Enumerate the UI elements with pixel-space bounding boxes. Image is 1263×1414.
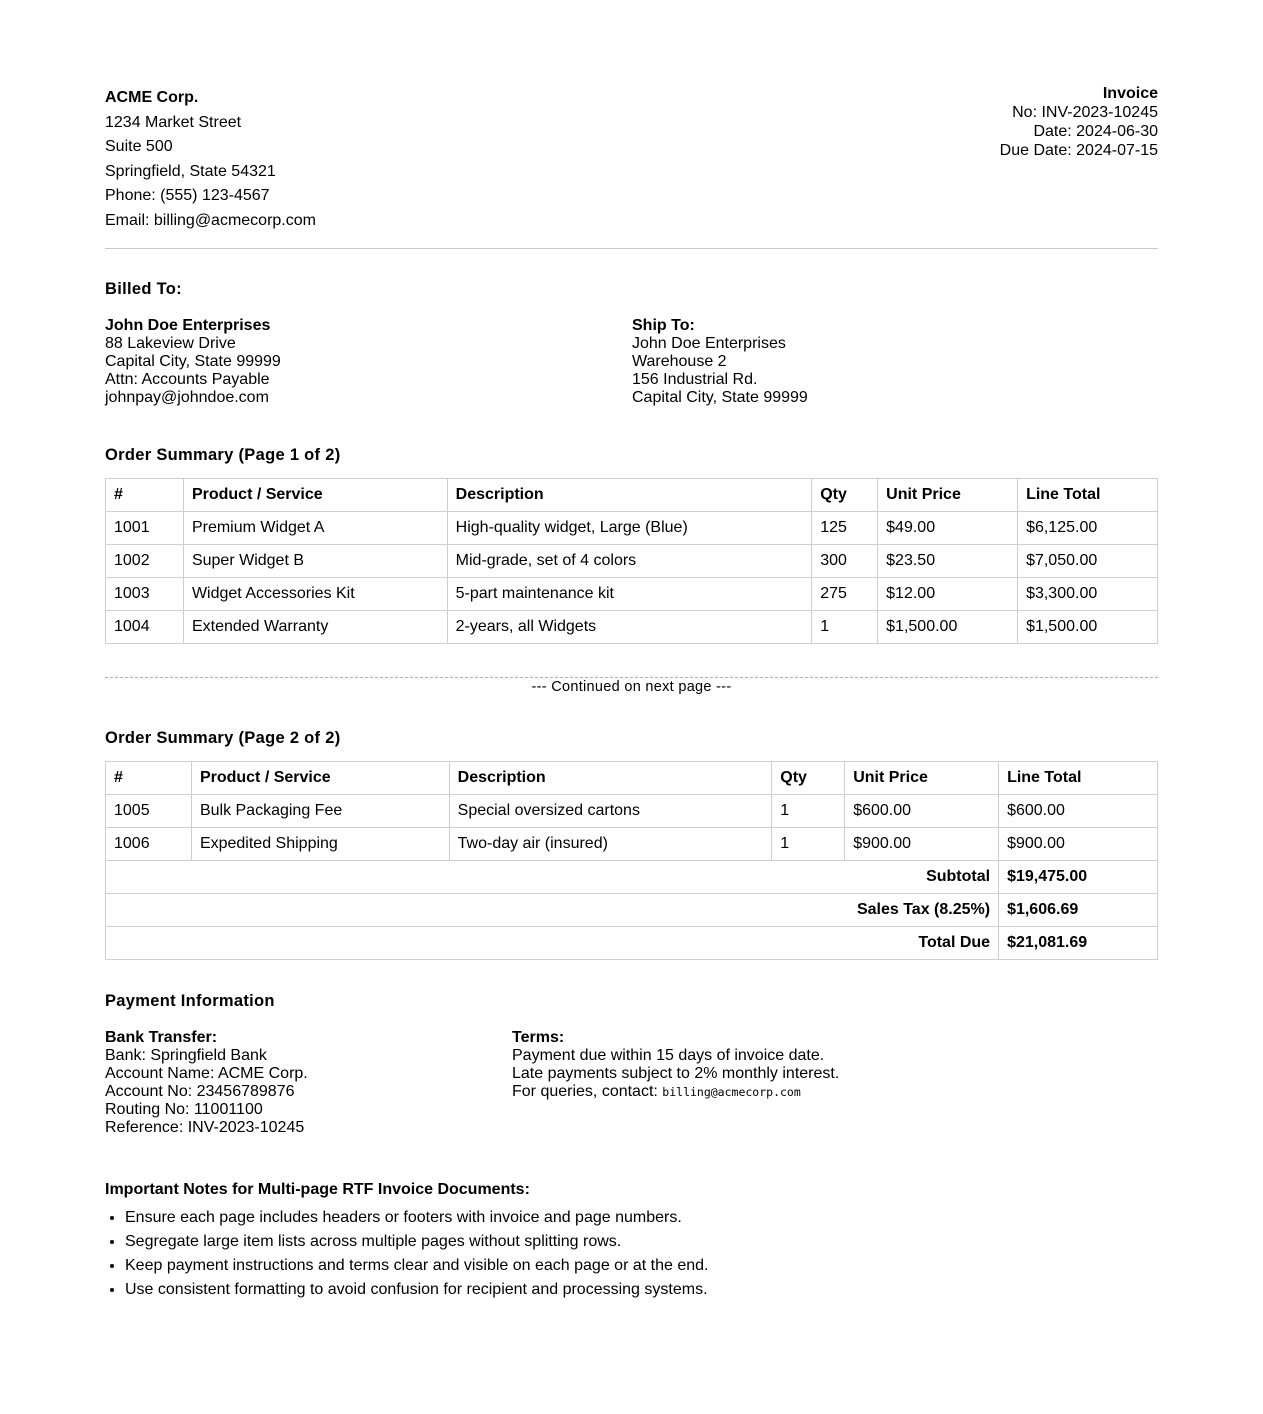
item-product: Expedited Shipping — [191, 828, 449, 861]
total-due-row — [106, 927, 1158, 960]
bank-line: Reference: INV-2023-10245 — [105, 1119, 305, 1136]
item-qty: 1 — [772, 828, 845, 861]
column-header: Description — [447, 479, 812, 512]
column-header: Line Total — [999, 762, 1158, 795]
item-product: Premium Widget A — [183, 512, 447, 545]
total-due-label: Total Due — [106, 927, 999, 960]
item-qty: 275 — [812, 578, 878, 611]
item-number: 1003 — [106, 578, 184, 611]
address-line: John Doe Enterprises — [632, 335, 786, 352]
item-qty: 125 — [812, 512, 878, 545]
subtotal-label: Subtotal — [106, 861, 999, 894]
table-header-row — [106, 762, 1158, 795]
address-line: Warehouse 2 — [632, 353, 727, 370]
payment-information-heading: Payment Information — [105, 992, 275, 1010]
sales-tax-row — [106, 894, 1158, 927]
bank-line: Routing No: 11001100 — [105, 1101, 263, 1118]
billed-to-address — [105, 317, 281, 407]
queries-email: billing@acmecorp.com — [662, 1085, 801, 1099]
invoice-number: No: INV-2023-10245 — [1012, 104, 1158, 121]
item-qty: 1 — [812, 611, 878, 644]
item-line-total: $900.00 — [999, 828, 1158, 861]
item-product: Bulk Packaging Fee — [191, 795, 449, 828]
item-description: High-quality widget, Large (Blue) — [447, 512, 812, 545]
item-line-total: $1,500.00 — [1018, 611, 1158, 644]
bank-transfer-heading: Bank Transfer: — [105, 1029, 218, 1046]
notes-list — [105, 1206, 708, 1302]
terms-line: Payment due within 15 days of invoice date. — [512, 1047, 825, 1064]
item-unit-price: $900.00 — [845, 828, 999, 861]
queries-prefix: For queries, contact: — [512, 1083, 658, 1100]
item-qty: 300 — [812, 545, 878, 578]
company-info — [105, 86, 316, 233]
column-header: Product / Service — [183, 479, 447, 512]
item-number: 1001 — [106, 512, 184, 545]
company-city: Springfield, State 54321 — [105, 162, 276, 180]
order-summary-page2-title: Order Summary (Page 2 of 2) — [105, 729, 341, 747]
column-header: Unit Price — [845, 762, 999, 795]
column-header: Line Total — [1018, 479, 1158, 512]
subtotal-value: $19,475.00 — [999, 861, 1158, 894]
bank-line: Bank: Springfield Bank — [105, 1047, 267, 1064]
item-unit-price: $12.00 — [878, 578, 1018, 611]
company-suite: Suite 500 — [105, 138, 173, 155]
terms-line: Late payments subject to 2% monthly interest. — [512, 1065, 840, 1082]
column-header: Unit Price — [878, 479, 1018, 512]
column-header: Product / Service — [191, 762, 449, 795]
notes-heading: Important Notes for Multi-page RTF Invoice Documents: — [105, 1181, 530, 1198]
invoice-due-date: Due Date: 2024-07-15 — [999, 142, 1158, 159]
invoice-meta — [1000, 84, 1158, 160]
item-product: Widget Accessories Kit — [183, 578, 447, 611]
item-number: 1004 — [106, 611, 184, 644]
bank-line: Account No: 23456789876 — [105, 1083, 295, 1100]
address-line: 156 Industrial Rd. — [632, 371, 758, 388]
item-product: Super Widget B — [183, 545, 447, 578]
address-line: Attn: Accounts Payable — [105, 371, 270, 388]
address-line: Capital City, State 99999 — [632, 389, 808, 406]
sales-tax-value: $1,606.69 — [999, 894, 1158, 927]
item-line-total: $7,050.00 — [1018, 545, 1158, 578]
order-table-page2 — [105, 761, 1158, 960]
item-line-total: $6,125.00 — [1018, 512, 1158, 545]
invoice-title: Invoice — [1102, 85, 1158, 102]
item-unit-price: $23.50 — [878, 545, 1018, 578]
bank-transfer-block — [105, 1029, 308, 1137]
item-line-total: $3,300.00 — [1018, 578, 1158, 611]
address-line: Capital City, State 99999 — [105, 353, 281, 370]
company-phone: Phone: (555) 123-4567 — [105, 187, 270, 204]
company-name: ACME Corp. — [105, 89, 199, 106]
order-table-page1 — [105, 478, 1158, 644]
sales-tax-label: Sales Tax (8.25%) — [106, 894, 999, 927]
column-header: Description — [449, 762, 772, 795]
invoice-date: Date: 2024-06-30 — [1033, 123, 1158, 140]
invoice-header — [105, 0, 1158, 249]
table-header-row — [106, 479, 1158, 512]
item-qty: 1 — [772, 795, 845, 828]
item-description: Special oversized cartons — [449, 795, 772, 828]
table-row — [106, 512, 1158, 545]
terms-heading: Terms: — [512, 1029, 565, 1046]
item-product: Extended Warranty — [183, 611, 447, 644]
item-number: 1005 — [106, 795, 192, 828]
bank-line: Account Name: ACME Corp. — [105, 1065, 308, 1082]
company-street: 1234 Market Street — [105, 113, 242, 131]
item-unit-price: $49.00 — [878, 512, 1018, 545]
item-line-total: $600.00 — [999, 795, 1158, 828]
list-item: • Use consistent formatting to avoid confusion for recipient and processing systems. — [125, 1278, 708, 1302]
item-unit-price: $1,500.00 — [878, 611, 1018, 644]
item-description: Two-day air (insured) — [449, 828, 772, 861]
item-description: Mid-grade, set of 4 colors — [447, 545, 812, 578]
table-row — [106, 578, 1158, 611]
invoice-page — [105, 0, 1158, 1298]
address-line: 88 Lakeview Drive — [105, 335, 236, 352]
item-description: 2-years, all Widgets — [447, 611, 812, 644]
column-header: Qty — [812, 479, 878, 512]
table-row — [106, 545, 1158, 578]
queries-line — [512, 1083, 839, 1101]
list-item: • Keep payment instructions and terms clear and visible on each page or at the end. — [125, 1254, 708, 1278]
total-due-value: $21,081.69 — [999, 927, 1158, 960]
continued-divider: --- Continued on next page --- — [105, 677, 1158, 695]
terms-block — [512, 1029, 839, 1101]
ship-to-heading: Ship To: — [632, 317, 695, 334]
table-row — [106, 828, 1158, 861]
list-item: • Segregate large item lists across multiple pages without splitting rows. — [125, 1230, 708, 1254]
billed-to-name: John Doe Enterprises — [105, 317, 271, 334]
column-header: # — [106, 479, 184, 512]
item-number: 1002 — [106, 545, 184, 578]
list-item: • Ensure each page includes headers or footers with invoice and page numbers. — [125, 1206, 708, 1230]
order-summary-page1-title: Order Summary (Page 1 of 2) — [105, 446, 341, 464]
subtotal-row — [106, 861, 1158, 894]
table-row — [106, 795, 1158, 828]
column-header: # — [106, 762, 192, 795]
ship-to-address — [632, 317, 808, 407]
billed-to-heading: Billed To: — [105, 280, 182, 298]
item-description: 5-part maintenance kit — [447, 578, 812, 611]
item-unit-price: $600.00 — [845, 795, 999, 828]
company-email: Email: billing@acmecorp.com — [105, 211, 316, 229]
item-number: 1006 — [106, 828, 192, 861]
table-row — [106, 611, 1158, 644]
billed-to-email: johnpay@johndoe.com — [105, 389, 269, 406]
column-header: Qty — [772, 762, 845, 795]
